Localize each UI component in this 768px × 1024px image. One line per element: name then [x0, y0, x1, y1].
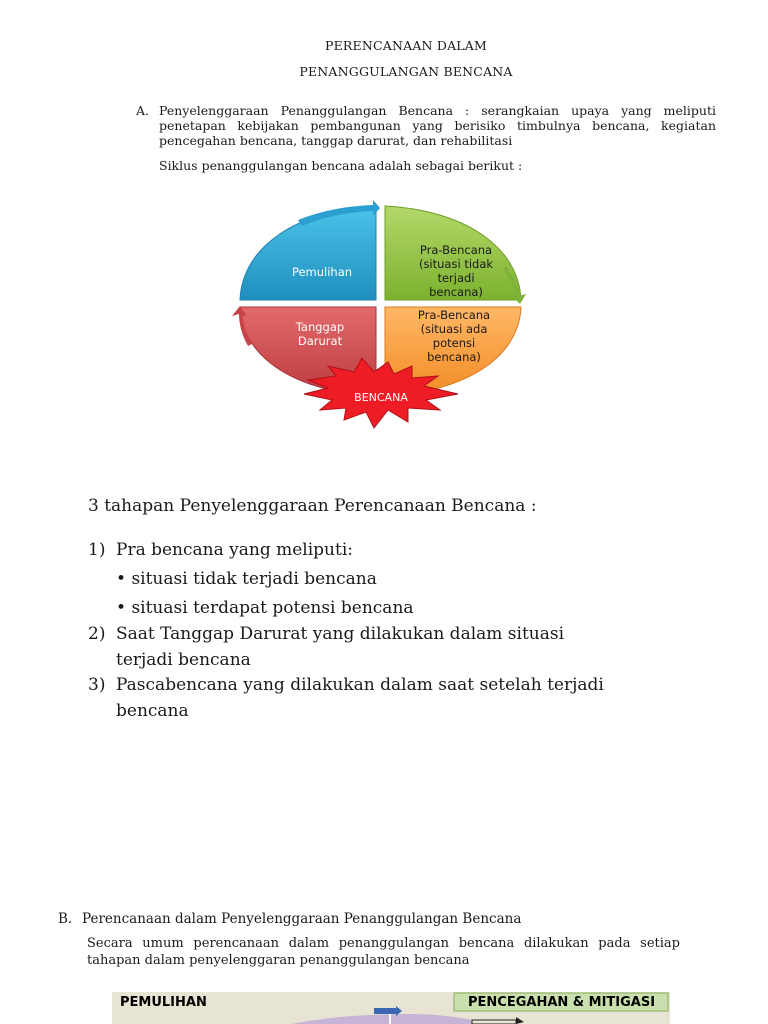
recovery-label: PEMULIHAN	[120, 995, 207, 1010]
quadrant-label: Darurat	[297, 334, 343, 348]
section-a-text: Penyelenggaraan Penanggulangan Bencana : serangkaian upaya yang meliputi penetapan kebijakan pembangunan yang berisiko timbulnya bencana, kegiatan pencegahan bencana, tanggap darurat, dan rehabilitasi	[159, 103, 716, 148]
page-title-line-1: PERENCANAAN DALAM	[324, 38, 488, 53]
stage-2-text-line-1: Saat Tanggap Darurat yang dilakukan dalam situasi	[116, 624, 565, 644]
quadrant-pemulihan	[240, 200, 380, 300]
cycle-intro: Siklus penanggulangan bencana adalah sebagai berikut :	[159, 158, 523, 173]
stage-1-bullet-1	[116, 567, 377, 592]
bullet-text: situasi tidak terjadi bencana	[131, 569, 377, 589]
quadrant-label: Pra-Bencana	[419, 243, 493, 257]
stage-1-bullet-2	[116, 596, 414, 621]
page-title-line-2: PENANGGULANGAN BENCANA	[299, 64, 513, 79]
stages-heading: 3 tahapan Penyelenggaraan Perencanaan Bencana :	[88, 496, 537, 516]
stage-2-number: 2)	[88, 624, 106, 644]
planning-diagram	[112, 992, 670, 1024]
disaster-cycle-diagram	[228, 196, 538, 432]
bullet-text: situasi terdapat potensi bencana	[131, 598, 414, 618]
arrow-blue-icon	[374, 1008, 396, 1014]
quadrant-label: (situasi tidak	[418, 257, 494, 271]
section-b-text: Secara umum perencanaan dalam penanggulangan bencana dilakukan pada setiap tahapan dalam penyelenggaran penanggulangan bencana	[87, 936, 680, 968]
stage-1-number: 1)	[88, 540, 106, 560]
stage-3-number: 3)	[88, 675, 106, 695]
bullet-icon: •	[116, 569, 127, 589]
quadrant-label: terjadi	[437, 271, 475, 285]
quadrant-label: Pemulihan	[291, 265, 353, 279]
stage-2-text-line-2: terjadi bencana	[116, 650, 251, 670]
quadrant-label: Pra-Bencana	[417, 308, 491, 322]
stage-1-text: Pra bencana yang meliputi:	[116, 540, 353, 560]
section-b-marker: B.	[58, 911, 73, 927]
quadrant-label: Tanggap	[295, 320, 345, 334]
burst-label: BENCANA	[354, 391, 408, 404]
bullet-icon: •	[116, 598, 127, 618]
quadrant-label: bencana)	[427, 350, 481, 364]
stage-3-text-line-2: bencana	[116, 701, 189, 721]
quadrant-label: potensi	[432, 336, 476, 350]
quadrant-label: bencana)	[429, 285, 483, 299]
prevention-label: PENCEGAHAN & MITIGASI	[468, 995, 656, 1010]
quadrant-label: (situasi ada	[420, 322, 488, 336]
section-b-heading: Perencanaan dalam Penyelenggaraan Penanggulangan Bencana	[82, 911, 522, 927]
quadrant-pra-bencana-tidak-terjadi	[385, 206, 526, 304]
stage-3-text-line-1: Pascabencana yang dilakukan dalam saat setelah terjadi	[116, 675, 604, 695]
section-a-marker: A.	[136, 103, 150, 118]
